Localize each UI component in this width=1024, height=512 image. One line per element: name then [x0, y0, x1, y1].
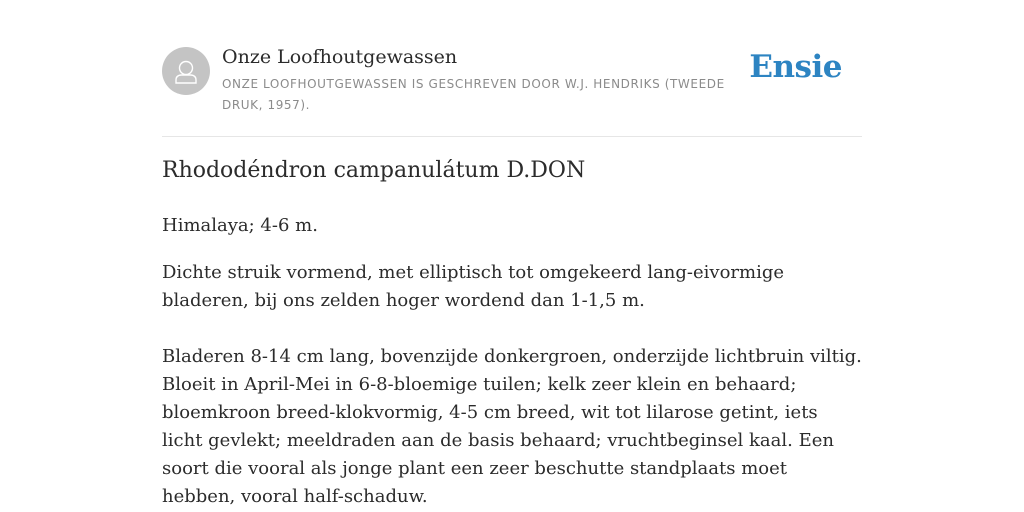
source-header — [162, 44, 862, 137]
source-title[interactable]: Onze Loofhoutgewassen — [222, 46, 458, 68]
entry-paragraph: Dichte struik vormend, met elliptisch tot omgekeerd lang-eivormige bladeren, bij ons zelden hoger wordend dan 1-1,5 m. — [162, 262, 785, 311]
user-icon — [162, 47, 210, 95]
entry-paragraph: Himalaya; 4-6 m. — [162, 215, 318, 236]
source-description: ONZE LOOFHOUTGEWASSEN IS GESCHREVEN DOOR W.J. HENDRIKS (TWEEDE DRUK, 1957). — [222, 77, 725, 112]
entry-paragraph: Bladeren 8-14 cm lang, bovenzijde donkergroen, onderzijde lichtbruin viltig. Bloeit in April-Mei in 6-8-bloemige tuilen; kelk zeer klein en behaard; bloemkroon breed-klokvormig, 4-5 cm breed, wit tot lilarose getint, iets licht gevlekt; meeldraden aan de basis behaard; vruchtbeginsel kaal. Een soort die vooral als jonge plant een zeer beschutte standplaats moet hebben, vooral half-schaduw. — [162, 346, 862, 507]
brand-logo[interactable]: Ensie — [749, 49, 842, 85]
avatar — [162, 47, 210, 95]
entry-title: Rhododéndron campanulátum D.DON — [162, 158, 586, 183]
